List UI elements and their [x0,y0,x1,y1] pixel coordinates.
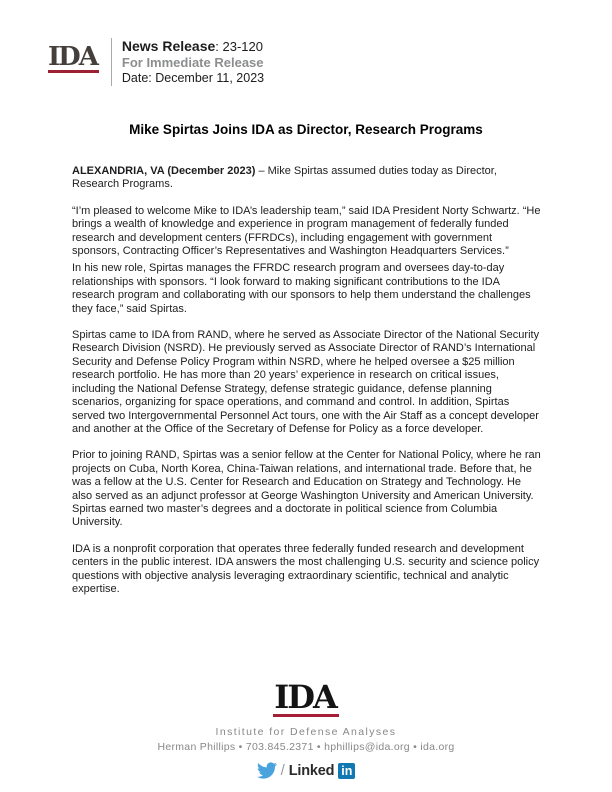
linkedin-wordmark[interactable]: Linked [288,762,335,779]
release-body [72,165,542,609]
paragraph-prior-career: Prior to joining RAND, Spirtas was a senior fellow at the Center for National Policy, where he ran projects on Cuba, North Korea, China-Taiwan relations, and international trade. Before that, he was a fellow at the U.S. Center for Research and Education on Strategy and Technology. He also served as an adjunct professor at George Washington University and American University. Spirtas earned two master’s degrees and a doctorate in political science from Columbia University. [72,449,541,529]
paragraph-rand-background: Spirtas came to IDA from RAND, where he served as Associate Director of the National Security Research Division (NSRD). He previously served as Associate Director of RAND’s International Security and Defense Policy Program within NSRD, where he helped oversee a $25 million research portfolio. He has more than 20 years’ experience in research on critical issues, including the National Defense Strategy, defense strategic guidance, defense planning scenarios, organizing for space operations, and command and control. In addition, Spirtas served two Intergovernmental Personnel Act tours, one with the Air Staff as a concept developer and another at the Office of the Secretary of Defense for Policy as a force developer. [72,329,540,435]
social-row [0,762,612,779]
masthead-divider [111,38,112,86]
footer [0,678,612,779]
news-release-line [122,39,264,54]
ida-logo: IDA [48,42,97,72]
twitter-icon[interactable] [257,762,277,779]
news-release-label: News Release [121,38,216,54]
org-name: Institute for Defense Analyses [215,726,397,738]
ida-footer-logo: IDA [273,684,339,717]
paragraph-new-role: In his new role, Spirtas manages the FFRDC research program and oversees day-to-day relationships with sponsors. “I look forward to making significant contributions to the IDA research program and collaborating with our sponsors to help them understand the challenges they face,” said Spirtas. [72,262,531,315]
dateline-bold: ALEXANDRIA, VA (December 2023) [72,165,256,177]
date-line: Date: December 11, 2023 [121,71,265,85]
paragraph-dateline [72,165,542,192]
paragraph-ida-boilerplate: IDA is a nonprofit corporation that operates three federally funded research and development centers in the public interest. IDA answers the most challenging U.S. security and science policy questions with objective analysis leveraging extraordinary scientific, technical and analytic expertise. [72,542,540,595]
contact-line: Herman Phillips • 703.845.2371 • hphillips@ida.org • ida.org [157,741,455,753]
masthead [48,38,264,86]
immediate-release-label: For Immediate Release [121,55,264,70]
masthead-text [122,38,264,86]
page-title: Mike Spirtas Joins IDA as Director, Research Programs [129,122,483,137]
dateline-rest: – Mike Spirtas assumed duties today as Director, Research Programs. [72,165,497,191]
linkedin-badge-icon[interactable]: in [338,763,355,779]
social-slash: / [280,762,285,779]
footer-logo-wrap [0,678,612,717]
paragraph-quote-schwartz: “I’m pleased to welcome Mike to IDA’s leadership team,” said IDA President Norty Schwartz. “He brings a wealth of knowledge and experience in program management of federally funded research and development centers (FFRDCs), including engagement with government sponsors, Contracting Officer’s Representatives and Washington Headquarters Services.” [72,204,541,258]
release-number: : 23-120 [215,39,263,54]
